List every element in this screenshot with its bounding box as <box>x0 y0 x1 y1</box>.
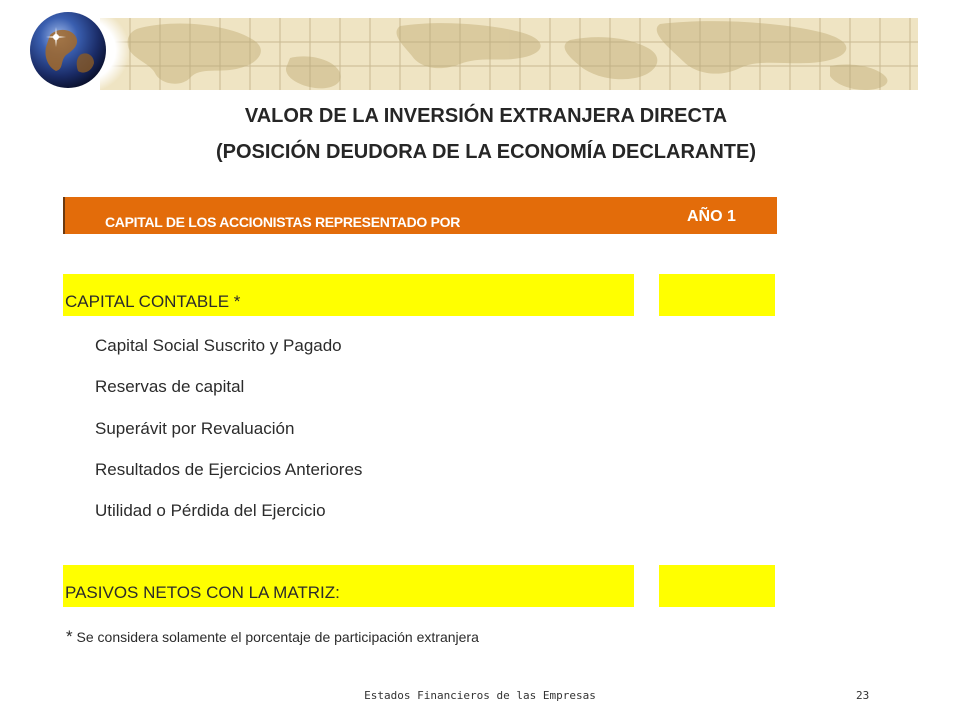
header-year: AÑO 1 <box>687 208 736 225</box>
header-label: CAPITAL DE LOS ACCIONISTAS REPRESENTADO POR <box>105 214 461 230</box>
footnote <box>66 627 479 647</box>
list-item: Resultados de Ejercicios Anteriores <box>95 460 363 479</box>
pasivos-row <box>63 565 634 607</box>
footnote-text: Se considera solamente el porcentaje de participación extranjera <box>72 629 479 645</box>
list-item: Capital Social Suscrito y Pagado <box>95 336 342 355</box>
footer-text: Estados Financieros de las Empresas <box>364 689 596 702</box>
pasivos-label: PASIVOS NETOS CON LA MATRIZ: <box>65 583 340 602</box>
capital-contable-row <box>63 274 634 316</box>
globe-icon <box>20 5 132 95</box>
capital-contable-label: CAPITAL CONTABLE * <box>65 292 241 311</box>
world-map-banner <box>100 18 918 90</box>
slide-title-line2: (POSICIÓN DEUDORA DE LA ECONOMÍA DECLARANTE) <box>216 141 756 163</box>
footnote-marker: * <box>66 627 73 646</box>
page-number: 23 <box>856 689 870 702</box>
table-header <box>63 197 777 234</box>
list-item: Superávit por Revaluación <box>95 419 295 438</box>
capital-contable-value-cell <box>659 274 775 316</box>
pasivos-value-cell <box>659 565 775 607</box>
list-item: Utilidad o Pérdida del Ejercicio <box>95 501 326 520</box>
slide-title-line1: VALOR DE LA INVERSIÓN EXTRANJERA DIRECTA <box>244 105 728 127</box>
list-item: Reservas de capital <box>95 377 245 396</box>
